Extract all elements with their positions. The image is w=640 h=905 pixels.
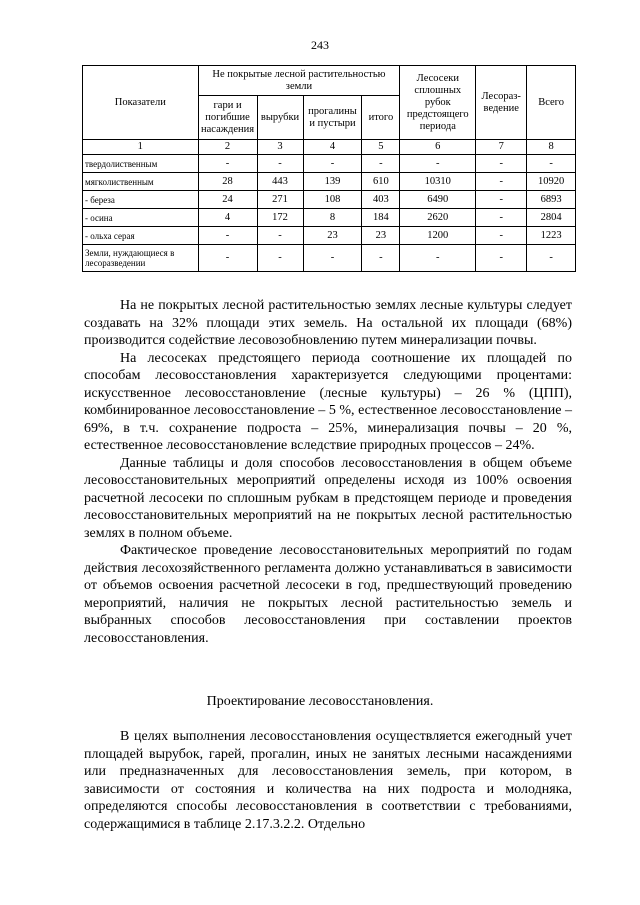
table-row	[83, 173, 576, 191]
table-cell: 23	[362, 227, 400, 245]
header-indicators: Показатели	[83, 66, 199, 140]
column-number: 3	[257, 140, 303, 155]
column-number: 7	[476, 140, 527, 155]
table-row	[83, 245, 576, 272]
reforestation-table	[82, 65, 576, 272]
row-label: - ольха серая	[83, 227, 199, 245]
row-label: - береза	[83, 191, 199, 209]
table-cell: -	[476, 191, 527, 209]
table-cell: 10310	[400, 173, 476, 191]
column-number: 4	[303, 140, 362, 155]
table-cell: -	[198, 155, 257, 173]
table-cell: 2620	[400, 209, 476, 227]
row-label: мягколиственным	[83, 173, 199, 191]
table-cell: 443	[257, 173, 303, 191]
table-row	[83, 155, 576, 173]
table-cell: 10920	[527, 173, 576, 191]
table-cell: 8	[303, 209, 362, 227]
table-cell: 1223	[527, 227, 576, 245]
final-text	[84, 728, 572, 833]
table-cell: 6490	[400, 191, 476, 209]
table-cell: -	[198, 227, 257, 245]
table-cell: -	[527, 155, 576, 173]
section-title: Проектирование лесовосстановления.	[206, 694, 434, 709]
table-cell: -	[400, 155, 476, 173]
row-label: Земли, нуждающиеся в лесоразведении	[83, 245, 199, 272]
paragraph: В целях выполнения лесовосстановления осуществляется ежегодный учет площадей вырубок, гарей, прогалин, иных не занятых лесными насаждениями или предназначенных для лесовосстановления земель, при котором, в зависимости от состояния и количества на них подроста и молодняка, определяются способы лесовосстановления в соответствии с требованиями, содержащимися в таблице 2.17.3.2.2. Отдельно	[84, 729, 572, 832]
table-cell: 23	[303, 227, 362, 245]
table-cell: 28	[198, 173, 257, 191]
header-glades: прогалины и пустыри	[303, 96, 362, 140]
table-cell: 139	[303, 173, 362, 191]
table-cell: 172	[257, 209, 303, 227]
header-total: Всего	[527, 66, 576, 140]
column-number: 5	[362, 140, 400, 155]
table-cell: -	[362, 155, 400, 173]
table-cell: -	[362, 245, 400, 272]
table-cell: -	[257, 245, 303, 272]
table-row	[83, 227, 576, 245]
table-cell: -	[476, 155, 527, 173]
table-cell: -	[303, 245, 362, 272]
table-row	[83, 209, 576, 227]
table-row	[83, 191, 576, 209]
column-number: 6	[400, 140, 476, 155]
table-cell: -	[527, 245, 576, 272]
header-subtotal: итого	[362, 96, 400, 140]
paragraph: На лесосеках предстоящего периода соотношение их площадей по способам лесовосстановления характеризуется следующими процентами: искусственное лесовосстановление (лесные культуры) – 26 % (ЦПП), комбинированное лесовосстановление – 5 %, естественное лесовосстановление – 69%, в т.ч. сохранение подроста – 25%, минерализация почвы – 20 %, естественное лесовосстановление вследствие природных процессов – 24%.	[84, 350, 572, 453]
table-cell: -	[257, 155, 303, 173]
table-cell: -	[476, 227, 527, 245]
column-number: 1	[83, 140, 199, 155]
table-cell: 271	[257, 191, 303, 209]
header-burned: гари и погибшие насаждения	[198, 96, 257, 140]
table-cell: 610	[362, 173, 400, 191]
table-cell: -	[303, 155, 362, 173]
table-cell: 108	[303, 191, 362, 209]
column-number: 8	[527, 140, 576, 155]
row-label: - осина	[83, 209, 199, 227]
table-cell: -	[198, 245, 257, 272]
paragraph: На не покрытых лесной растительностью землях лесные культуры следует создавать на 32% площади этих земель. На остальной их площади (68%) производится содействие лесовозобновлению путем минерализации почвы.	[84, 298, 572, 348]
table-cell: 24	[198, 191, 257, 209]
page-number: 243	[311, 38, 329, 52]
header-afforestation: Лесораз-ведение	[476, 66, 527, 140]
table-cell: -	[476, 173, 527, 191]
column-number-row	[83, 140, 576, 155]
table-cell: 4	[198, 209, 257, 227]
table-cell: 6893	[527, 191, 576, 209]
table-cell: 184	[362, 209, 400, 227]
table-cell: -	[400, 245, 476, 272]
table-cell: 2804	[527, 209, 576, 227]
table-cell: -	[257, 227, 303, 245]
header-upcoming-clearcuts: Лесосеки сплошных рубок предстоящего периода	[400, 66, 476, 140]
header-clearcuts: вырубки	[257, 96, 303, 140]
table-cell: -	[476, 209, 527, 227]
body-text	[84, 297, 572, 647]
paragraph: Данные таблицы и доля способов лесовосстановления в общем объеме лесовосстановительных мероприятий определены исходя из 100% освоения расчетной лесосеки по сплошным рубкам в предстоящем периоде и проведения лесовосстановительных мероприятий на не покрытых лесной растительностью землях в полном объеме.	[84, 455, 572, 541]
table-cell: 403	[362, 191, 400, 209]
header-not-covered-group: Не покрытые лесной растительностью земли	[198, 66, 400, 96]
table-cell: -	[476, 245, 527, 272]
table-cell: 1200	[400, 227, 476, 245]
column-number: 2	[198, 140, 257, 155]
row-label: твердолиственным	[83, 155, 199, 173]
paragraph: Фактическое проведение лесовосстановительных мероприятий по годам действия лесохозяйственного регламента должно устанавливаться в зависимости от объемов освоения расчетной лесосеки в год, предшествующий проведению мероприятий, наличия не покрытых лесной растительностью земель и выбранных способов лесовосстановления при составлении проектов лесовосстановления.	[84, 543, 572, 646]
